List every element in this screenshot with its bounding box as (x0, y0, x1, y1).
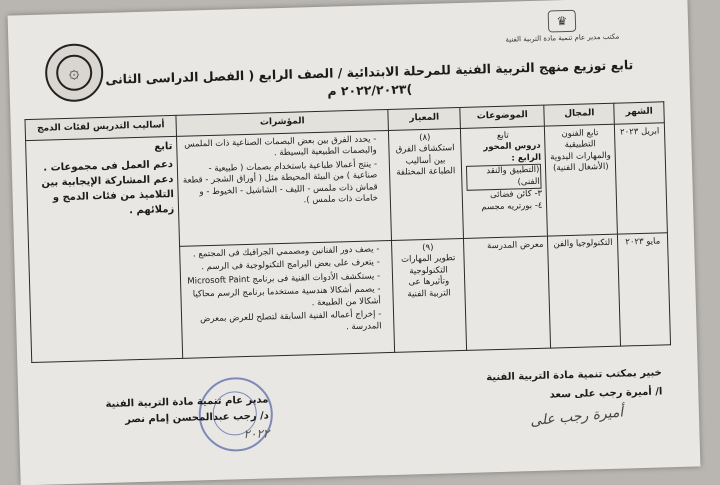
topic-line: ٣- كائن فضائى (489, 189, 543, 201)
office-header (462, 7, 663, 46)
topic-line: معرض المدرسة (486, 239, 544, 252)
header-topics: الموضوعات (460, 105, 545, 128)
cell-month: ابريل ٢٠٢٣ (615, 123, 668, 234)
cell-topics (464, 236, 551, 350)
indicator-item: - يستكشف الأدوات الفنية فى برنامج Microsoft Paint (185, 271, 380, 288)
table-row (26, 123, 668, 251)
office-line-1: مكتب مدير عام تنمية مادة التربية الفنية (505, 32, 620, 44)
cell-field: التكنولوجيا والفن (548, 234, 621, 348)
indicator-item: - يتعرف على بعض البرامج التكنولوجية فى الرسم . (185, 258, 380, 275)
expert-name: ا/ أميرة رجب على سعد (549, 386, 663, 401)
document-title (89, 56, 650, 108)
eagle-emblem-icon: ♛ (548, 10, 577, 33)
topic-line: (التطبيق والنقد الفنى) (466, 164, 542, 191)
indicator-item: - إخراج أعماله الفنية السابقة لتصلح للعرض بمعرض المدرسة . (186, 310, 382, 338)
cell-topics (461, 126, 548, 238)
topic-line: تابع (496, 130, 509, 141)
methods-title: تابع (154, 141, 173, 153)
cell-standard (392, 238, 467, 352)
title-line-1: تابع توزيع منهج التربية الفنية للمرحلة الابتدائية / الصف الرابع ( الفصل الدراسى الثانى )٢٠٢٢/٢٠٢٣ م (105, 57, 634, 99)
standard-number: (٩) (422, 242, 434, 254)
logo-emblem-icon: ۞ (56, 54, 93, 91)
methods-text: دعم العمل فى مجموعات . دعم المشاركة الإيجابية بين التلاميذ من فئات الدمج و زملائهم . (41, 158, 175, 216)
indicator-item: - يصف دور الفنانين ومصممي الجرافيك فى المجتمع . (184, 244, 379, 261)
curriculum-table (24, 101, 671, 363)
director-name: د/ رجب عبدالمحسن إمام نصر (125, 410, 270, 426)
director-handwritten-signature: ٢٠٢٢ (243, 426, 270, 442)
director-signature-block (48, 392, 269, 449)
cell-standard (389, 128, 464, 240)
header-field: المجال (544, 103, 615, 126)
indicator-item: - ينتج أعمالا طباعية باستخدام بصمات ( طبيعية - صناعية ) من البيئة المحيطة مثل ( أوراق الشجر - قطعة قماش ذات ملمس - الليف - الشاشيل - الخيوط - و خامات ذات ملمس ). (182, 159, 378, 210)
standard-text: تطوير المهارات التكنولوجية وتأثيرها عى التربية الفنية (400, 253, 456, 300)
header-indicators: المؤشرات (176, 109, 388, 136)
expert-title: خبير بمكتب تنمية مادة التربية الفنية (486, 367, 662, 384)
cell-indicators (177, 130, 392, 246)
cell-methods (26, 136, 183, 362)
standard-number: (٨) (419, 132, 431, 144)
expert-handwritten-signature: أميرة رجب على (529, 404, 624, 430)
cell-indicators (180, 240, 395, 358)
header-methods: أساليب التدريس لفئات الدمج (25, 115, 177, 140)
expert-signature-block (422, 363, 664, 434)
header-month: الشهر (614, 102, 664, 124)
standard-text: استكشاف الفرق بين أساليب الطباعة المختلفة (395, 143, 456, 179)
cell-month: مايو ٢٠٢٣ (618, 233, 671, 346)
director-title: مدير عام تنمية مادة التربية الفنية (105, 394, 269, 410)
header-standard: المعيار (388, 107, 461, 130)
topic-line: ٤- بورتريه مجسم (481, 200, 543, 213)
document-page (8, 0, 701, 485)
indicator-item: - يحدد الفرق بين بعض البصمات الصناعية ذات الملمس والبصمات الطبيعية البسيطة . (181, 134, 377, 162)
topic-line: دروس المحور الرابع : (483, 141, 542, 164)
indicator-item: - يصمم أشكالا هندسية مستخدما برنامج الرسم محاكيا أشكالا من الطبيعة . (185, 285, 381, 313)
cell-field: تابع الفنون التطبيقية والمهارات اليدوية (الأشغال الفنية) (545, 124, 618, 236)
